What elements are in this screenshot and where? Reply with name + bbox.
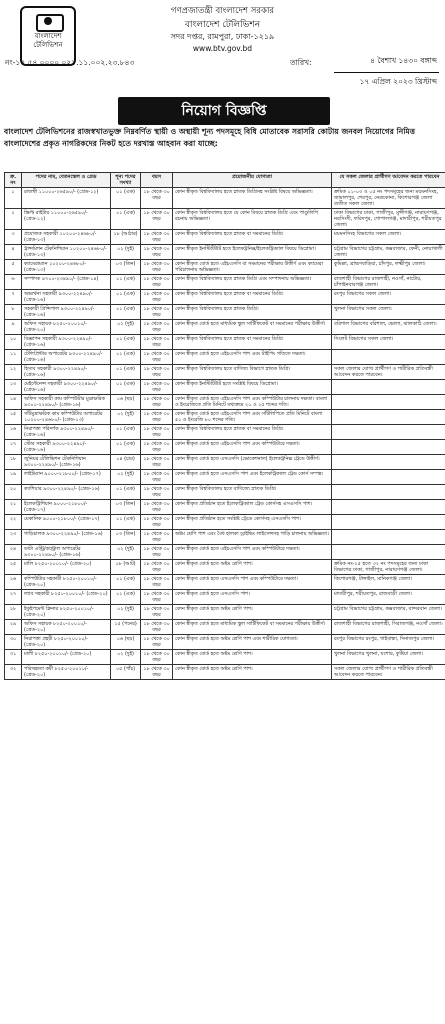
cell-serial: ১৭: [5, 440, 22, 455]
table-row: [5, 605, 445, 620]
organization-name: বাংলাদেশ টেলিভিশন: [184, 20, 261, 30]
cell-age: ১৮ থেকে ৩০ বছর: [141, 470, 173, 485]
cell-post: অফিস সহায়ক ৮২৫০-২০০১০/- (গ্রেড-২০): [22, 320, 111, 335]
cell-post: স্ক্রিপ্ট রাইটার ১১০০০-২৬৫৯০/- (গ্রেড-১২): [22, 209, 111, 230]
table-row: [5, 455, 445, 470]
col-post: পদের নাম, বেতনস্কেল ও গ্রেড: [22, 173, 111, 188]
cell-vacancy: ০৬ (ছয়): [111, 635, 141, 650]
cell-vacancy: ০৩ (তিন): [111, 500, 141, 515]
cell-post: টেলিপ্রিন্টার অপারেটর ৯৩০০-২২৪৯০/- (গ্রেড-১৬): [22, 350, 111, 365]
cell-qualification: কোন স্বীকৃত বোর্ড হতে এইচএসসি পাশ এবং কম্পিউটার চালনায় দক্ষতা। বাংলা ও ইংরেজিতে প্রতি মিনিটে যথাক্রমে ২০ ও ২৫ শব্দের গতি।: [173, 395, 332, 410]
col-age: বয়স: [141, 173, 173, 188]
cell-post: বিজ্ঞাপন সহকারী ৯৩০০-২২৪৯০/- (গ্রেড-১৬): [22, 335, 111, 350]
cell-vacancy: ০৩ (তিন): [111, 260, 141, 275]
cell-age: ১৮ থেকে ৩০ বছর: [141, 425, 173, 440]
cell-qualification: কোন স্বীকৃত বোর্ড হতে এসএসসি (ভোকেশনাল) ইলেকট্রনিক্স ট্রেডে উত্তীর্ণ।: [173, 455, 332, 470]
cell-age: ১৮ থেকে ৩০ বছর: [141, 605, 173, 620]
cell-districts: ক্রমিক ০১-০৩ ও ০৫ নং পদসমূহের জন্য ময়মনসিংহ, জামালপুর, শেরপুর, নেত্রকোনা, কিশোরগঞ্জ জেলা ব্যতীত সকল জেলা।: [332, 188, 445, 209]
cell-vacancy: ০২ (দুই): [111, 470, 141, 485]
cell-districts: খুলনা বিভাগের সকল জেলা।: [332, 305, 445, 320]
cell-post: গাড়িচালক ৯৩০০-২২৪৯০/- (গ্রেড-১৬): [22, 530, 111, 545]
cell-districts: রংপুর বিভাগের রংপুর, গাইবান্ধা, দিনাজপুর জেলা।: [332, 635, 445, 650]
cell-qualification: কোন স্বীকৃত বিশ্ববিদ্যালয় হতে স্নাতক বা সমমানের ডিগ্রি।: [173, 425, 332, 440]
cell-post: ইলেকট্রিশিয়ান ৯০০০-২১৮০০/- (গ্রেড-১৭): [22, 500, 111, 515]
table-row: [5, 230, 445, 245]
organization-address: সদর দপ্তর, রামপুরা, ঢাকা-১২১৯: [170, 32, 275, 41]
cell-vacancy: ০১ (এক): [111, 305, 141, 320]
cell-age: ১৮ থেকে ৩০ বছর: [141, 620, 173, 635]
cell-vacancy: ০৪ (চার): [111, 455, 141, 470]
table-row: [5, 515, 445, 530]
table-row: [5, 665, 445, 680]
cell-age: ১৮ থেকে ৩০ বছর: [141, 350, 173, 365]
cell-age: ১৮ থেকে ৩০ বছর: [141, 320, 173, 335]
cell-serial: ১২: [5, 365, 22, 380]
cell-post: অফিস সহকারী কাম কম্পিউটার মুদ্রাক্ষরিক ৯৩০০-২২৪৯০/- (গ্রেড-১৬): [22, 395, 111, 410]
table-row: [5, 260, 445, 275]
cell-districts: সকল জেলার যোগ্য প্রার্থীগণ ও শারীরিক প্রতিবন্ধী আবেদন করতে পারবেন।: [332, 365, 445, 380]
cell-age: ১৮ থেকে ৩০ বছর: [141, 665, 173, 680]
cell-districts: বরিশাল বিভাগের বরিশাল, ভোলা, ঝালকাঠি জেলা।: [332, 320, 445, 335]
cell-age: ১৮ থেকে ৩০ বছর: [141, 305, 173, 320]
cell-post: মেকানিক ৯০০০-২১৮০০/- (গ্রেড-১৭): [22, 515, 111, 530]
cell-qualification: কোন স্বীকৃত বোর্ড হতে অষ্টম শ্রেণি পাশ।: [173, 665, 332, 680]
cell-districts: মাদারীপুর, শরীয়তপুর, রাজবাড়ী জেলা।: [332, 590, 445, 605]
date-divider: [334, 72, 439, 73]
col-vacancy: শূন্য পদের সংখ্যা: [111, 173, 141, 188]
cell-serial: ২৪: [5, 545, 22, 560]
cell-post: মালি ৮২৫০-২০০১০/- (গ্রেড-২০): [22, 560, 111, 575]
letterhead: [0, 0, 445, 96]
cell-districts: [332, 545, 445, 560]
cell-post: কম্পিউটার সহকারী ৮২৫০-২০০১০/- (গ্রেড-২০): [22, 575, 111, 590]
cell-serial: ৯: [5, 320, 22, 335]
cell-serial: ৪: [5, 245, 22, 260]
notice-intro: বাংলাদেশ টেলিভিশনের রাজস্বখাতভুক্ত নিম্নবর্ণিত স্থায়ী ও অস্থায়ী শূন্য পদসমূহে বিধি মোতাবেক সরাসরি কোটায় জনবল নিয়োগের নিমিত্ত বাংলাদেশের প্রকৃত নাগরিকদের নিকট হতে দরখাস্ত আহবান করা যাচ্ছে:: [4, 127, 416, 148]
cell-serial: ৩০: [5, 635, 22, 650]
cell-vacancy: ০১ (এক): [111, 485, 141, 500]
cell-post: সম্পাদক ৯৭০০-২৩৪৯০/- (গ্রেড-১৪): [22, 275, 111, 290]
cell-age: ১৮ থেকে ৩০ বছর: [141, 575, 173, 590]
cell-qualification: কোন স্বীকৃত বিশ্ববিদ্যালয় হতে স্নাতক বা সমমানের ডিগ্রি।: [173, 230, 332, 245]
table-row: [5, 575, 445, 590]
cell-post: সহকারী প্রিন্সিপাল ৯৩০০-২২৪৯০/- (গ্রেড-১৬): [22, 305, 111, 320]
cell-age: ১৮ থেকে ৩০ বছর: [141, 395, 173, 410]
table-row: [5, 560, 445, 575]
cell-serial: ২৫: [5, 560, 22, 575]
cell-districts: ক্রমিক নং-২৫ হতে ৩২ নং পদসমূহের জন্য ঢাকা বিভাগের ঢাকা, গাজীপুর, নারায়ণগঞ্জ জেলা।: [332, 560, 445, 575]
cell-post: মালী ৮২৫০-২০০১০/- (গ্রেড-২০): [22, 650, 111, 665]
cell-age: ১৮ থেকে ৩০ বছর: [141, 440, 173, 455]
vacancy-table: [4, 172, 445, 680]
cell-qualification: কোন স্বীকৃত বিশ্ববিদ্যালয় হতে স্নাতক ডিগ্রি।: [173, 305, 332, 320]
cell-serial: ২৭: [5, 590, 22, 605]
cell-vacancy: ১৮ (আঠার): [111, 230, 141, 245]
cell-districts: সিলেট বিভাগের সকল জেলা।: [332, 335, 445, 350]
table-row: [5, 530, 445, 545]
date-english: ১৭ এপ্রিল ২০২৩ খ্রিস্টাব্দ: [359, 77, 437, 86]
cell-districts: [332, 485, 445, 500]
table-row: [5, 650, 445, 665]
cell-qualification: কোন স্বীকৃত বোর্ড হতে অষ্টম শ্রেণি পাশ।: [173, 560, 332, 575]
cell-serial: ৭: [5, 290, 22, 305]
cell-districts: চট্টগ্রাম বিভাগের চট্টগ্রাম, কক্সবাজার, বান্দরবান জেলা।: [332, 605, 445, 620]
website-link[interactable]: www.btv.gov.bd: [192, 44, 253, 53]
table-row: [5, 545, 445, 560]
cell-serial: ১১: [5, 350, 22, 365]
table-row: [5, 335, 445, 350]
cell-vacancy: ০৮ (আট): [111, 560, 141, 575]
cell-post: নিরাপত্তা পরিদর্শক ৯৩০০-২২৪৯০/- (গ্রেড-১৬): [22, 425, 111, 440]
cell-vacancy: ০৩ (তিন): [111, 530, 141, 545]
cell-serial: ২: [5, 209, 22, 230]
cell-qualification: কোন স্বীকৃত বোর্ড হতে মাধ্যমিক স্কুল সার্টিফিকেট বা সমমানের পরীক্ষায় উত্তীর্ণ।: [173, 320, 332, 335]
cell-vacancy: ০৫ (পাঁচ): [111, 665, 141, 680]
cell-age: ১৮ থেকে ৩০ বছর: [141, 380, 173, 395]
cell-qualification: কোন স্বীকৃত বিশ্ববিদ্যালয় হতে যে কোন বিষয়ে স্নাতক ডিগ্রি এবং পাণ্ডুলিপি রচনায় অভিজ্ঞতা।: [173, 209, 332, 230]
cell-districts: [332, 470, 445, 485]
cell-age: ১৮ থেকে ৩০ বছর: [141, 275, 173, 290]
cell-qualification: কোন স্বীকৃত বিশ্ববিদ্যালয় হতে স্নাতক বা সমমানের ডিগ্রি।: [173, 290, 332, 305]
cell-qualification: কোন স্বীকৃত বোর্ড হতে এইচএসসি পাশ এবং সাঁটলিপিতে প্রতি মিনিটে বাংলা ৫০ ও ইংরেজি ৮০ শব্দের গতি।: [173, 410, 332, 425]
cell-vacancy: ০১ (এক): [111, 275, 141, 290]
cell-age: ১৮ থেকে ৩০ বছর: [141, 650, 173, 665]
government-name: গণপ্রজাতন্ত্রী বাংলাদেশ সরকার: [170, 6, 275, 16]
table-row: [5, 275, 445, 290]
col-districts: যে সকল জেলার প্রার্থীগণ আবেদন করতে পারবেন: [332, 173, 445, 188]
cell-qualification: কোন স্বীকৃত বিশ্ববিদ্যালয় হতে স্নাতক ডিগ্রিসহ সংশ্লিষ্ট বিষয়ে অভিজ্ঞতা।: [173, 188, 332, 209]
cell-serial: ১৩: [5, 380, 22, 395]
cell-age: ১৮ থেকে ৩০ বছর: [141, 290, 173, 305]
cell-post: মেইন্টেনেন্স সহকারী ৯৩০০-২২৪৯০/- (গ্রেড-১৬): [22, 380, 111, 395]
cell-age: ১৮ থেকে ৩০ বছর: [141, 245, 173, 260]
cell-post: ডাটা এন্ট্রি/কন্ট্রোল অপারেটর ৯৩০০-২২৪৯০/- (গ্রেড-১৬): [22, 545, 111, 560]
cell-age: ১৮ থেকে ৩০ বছর: [141, 485, 173, 500]
cell-age: ১৮ থেকে ৩০ বছর: [141, 365, 173, 380]
cell-age: ১৮ থেকে ৩০ বছর: [141, 410, 173, 425]
cell-qualification: কোন স্বীকৃত বোর্ড হতে এসএসসি পাশ।: [173, 590, 332, 605]
table-row: [5, 380, 445, 395]
cell-serial: ৫: [5, 260, 22, 275]
cell-serial: ৩১: [5, 650, 22, 665]
cell-vacancy: ০১ (এক): [111, 290, 141, 305]
table-row: [5, 425, 445, 440]
cell-post: হিসাব সহকারী ৯৩০০-২২৪৯০/- (গ্রেড-১৬): [22, 365, 111, 380]
table-header-row: [5, 173, 445, 188]
cell-vacancy: ০২ (দুই): [111, 410, 141, 425]
cell-qualification: কোন স্বীকৃত বোর্ড হতে অষ্টম শ্রেণি পাশ এবং শারীরিক যোগ্যতা।: [173, 635, 332, 650]
cell-post: জুনিয়র টেলিভিশন টেকনিশিয়ান ৯৩০০-২২৪৯০/- (গ্রেড-১৬): [22, 455, 111, 470]
cell-age: ১৮ থেকে ৩০ বছর: [141, 188, 173, 209]
cell-vacancy: ১৫ (পনের): [111, 620, 141, 635]
cell-serial: ১৪: [5, 395, 22, 410]
cell-age: ১৮ থেকে ৩০ বছর: [141, 635, 173, 650]
cell-age: ১৮ থেকে ৩০ বছর: [141, 209, 173, 230]
table-row: [5, 290, 445, 305]
cell-qualification: কোন স্বীকৃত বোর্ড হতে অষ্টম শ্রেণি পাশ।: [173, 650, 332, 665]
table-row: [5, 635, 445, 650]
cell-qualification: অষ্টম শ্রেণি পাশ এবং বৈধ হালকা ড্রাইভিং লাইসেন্সসহ গাড়ি চালনায় অভিজ্ঞতা।: [173, 530, 332, 545]
col-serial: ক্র. নং: [5, 173, 22, 188]
col-qualification: প্রয়োজনীয় যোগ্যতা: [173, 173, 332, 188]
cell-vacancy: ০১ (এক): [111, 209, 141, 230]
table-row: [5, 209, 445, 230]
cell-serial: ২০: [5, 485, 22, 500]
cell-serial: ৩: [5, 230, 22, 245]
cell-qualification: কোন স্বীকৃত বোর্ড হতে এইচএসসি পাশ এবং টাইপিং গতিতে দক্ষতা।: [173, 350, 332, 365]
table-row: [5, 350, 445, 365]
cell-qualification: কোন স্বীকৃত বিশ্ববিদ্যালয় হতে বাণিজ্য বিভাগে স্নাতক ডিগ্রি।: [173, 365, 332, 380]
cell-qualification: কোন স্বীকৃত বোর্ড হতে এইচএসসি পাশ এবং কম্পিউটারে দক্ষতা।: [173, 440, 332, 455]
table-row: [5, 245, 445, 260]
cell-vacancy: ০১ (এক): [111, 188, 141, 209]
cell-qualification: কোন স্বীকৃত ইনস্টিটিউট হতে ইলেকট্রনিক্স/ইলেকট্রিক্যাল বিষয়ে ডিপ্লোমা।: [173, 245, 332, 260]
cell-districts: [332, 425, 445, 440]
cell-age: ১৮ থেকে ৩০ বছর: [141, 455, 173, 470]
cell-vacancy: ০১ (এক): [111, 425, 141, 440]
date-label: তারিখ:: [290, 58, 312, 67]
cell-serial: ২৬: [5, 575, 22, 590]
cell-qualification: কোন স্বীকৃত বিশ্ববিদ্যালয় হতে বাণিজ্যে স্নাতক ডিগ্রি।: [173, 485, 332, 500]
cell-serial: ১৫: [5, 410, 22, 425]
cell-districts: চট্টগ্রাম বিভাগের চট্টগ্রাম, কক্সবাজার, ফেনী, নোয়াখালী জেলা।: [332, 245, 445, 260]
cell-qualification: কোন স্বীকৃত বিশ্ববিদ্যালয় হতে স্নাতক ডিগ্রি এবং সম্পাদনায় অভিজ্ঞতা।: [173, 275, 332, 290]
cell-serial: ১০: [5, 335, 22, 350]
cell-post: রাজস্থী ১১০০০-২৬৫৯০/- (গ্রেড-১২): [22, 188, 111, 209]
cell-post: সাঁটমুদ্রাক্ষরিক কাম কম্পিউটার অপারেটর ১০২০০-২৪৬৮০/- (গ্রেড-১৩): [22, 410, 111, 425]
cell-age: ১৮ থেকে ৩০ বছর: [141, 530, 173, 545]
cell-post: অফিস সহায়ক ৮২৫০-২০০১০/- (গ্রেড-২০): [22, 620, 111, 635]
cell-serial: ৮: [5, 305, 22, 320]
cell-serial: ২৮: [5, 605, 22, 620]
table-row: [5, 395, 445, 410]
table-row: [5, 410, 445, 425]
cell-vacancy: ০১ (এক): [111, 365, 141, 380]
cell-vacancy: ০৬ (ছয়): [111, 395, 141, 410]
cell-serial: ৩২: [5, 665, 22, 680]
cell-post: লাইটম্যান ৯০০০-২১৮০০/- (গ্রেড-১৭): [22, 470, 111, 485]
cell-serial: ১: [5, 188, 22, 209]
cell-age: ১৮ থেকে ৩০ বছর: [141, 260, 173, 275]
cell-vacancy: ০২ (দুই): [111, 605, 141, 620]
logo-text: বাংলাদেশ টেলিভিশন: [33, 32, 63, 49]
table-row: [5, 485, 445, 500]
cell-vacancy: ০১ (এক): [111, 590, 141, 605]
cell-post: নিরাপত্তা প্রহরী ৮২৫০-২০০১০/- (গ্রেড-২০): [22, 635, 111, 650]
cell-districts: [332, 500, 445, 515]
cell-qualification: কোন স্বীকৃত বোর্ড হতে মাধ্যমিক স্কুল সার্টিফিকেট বা সমমানের পরীক্ষায় উত্তীর্ণ।: [173, 620, 332, 635]
cell-post: ক্যামেরাম্যান ১০২০০-২৪৬৮০/- (গ্রেড-১৩): [22, 260, 111, 275]
cell-serial: ২১: [5, 500, 22, 515]
cell-serial: ১৮: [5, 455, 22, 470]
cell-qualification: কোন স্বীকৃত বোর্ড হতে এইচএসসি বা সমমানের পরীক্ষায় উত্তীর্ণ এবং ক্যামেরা পরিচালনায় অভিজ্ঞতা।: [173, 260, 332, 275]
table-row: [5, 470, 445, 485]
memo-number: নং-১৫.৫৪.০০০০.০২১.১১.০০২.২৩.৮৪৩: [5, 58, 135, 67]
cell-districts: কিশোরগঞ্জ, টাঙ্গাইল, মানিকগঞ্জ জেলা।: [332, 575, 445, 590]
cell-vacancy: ০২ (দুই): [111, 545, 141, 560]
cell-post: স্টোর সহকারী ৯৩০০-২২৪৯০/- (গ্রেড-১৬): [22, 440, 111, 455]
cell-post: প্রযোজক সহকারী ১০২০০-২৪৬৮০/- (গ্রেড-১৩): [22, 230, 111, 245]
cell-qualification: কোন স্বীকৃত বোর্ড হতে এইচএসসি পাশ এবং কম্পিউটারে দক্ষতা।: [173, 545, 332, 560]
table-row: [5, 320, 445, 335]
cell-districts: [332, 530, 445, 545]
cell-age: ১৮ থেকে ৩০ বছর: [141, 515, 173, 530]
cell-districts: রাজশাহী বিভাগের রাজশাহী, সিরাজগঞ্জ, নওগাঁ জেলা।: [332, 620, 445, 635]
cell-vacancy: ০১ (এক): [111, 515, 141, 530]
cell-districts: খুলনা বিভাগের খুলনা, যশোর, কুষ্টিয়া জেলা।: [332, 650, 445, 665]
cell-districts: [332, 395, 445, 410]
cell-post: ক্যাশিয়ার ৯৩০০-২২৪৯০/- (গ্রেড-১৬): [22, 485, 111, 500]
cell-qualification: কোন স্বীকৃত প্রতিষ্ঠান হতে ইলেকট্রিক্যাল ট্রেড কোর্সসহ এসএসসি পাশ।: [173, 500, 332, 515]
table-row: [5, 590, 445, 605]
cell-districts: [332, 440, 445, 455]
table-row: [5, 365, 445, 380]
cell-post: অভ্যর্থনা সহকারী ৯৩০০-২২৪৯০/- (গ্রেড-১৬): [22, 290, 111, 305]
cell-serial: ১৯: [5, 470, 22, 485]
cell-age: ১৮ থেকে ৩০ বছর: [141, 545, 173, 560]
cell-serial: ১৬: [5, 425, 22, 440]
cell-age: ১৮ থেকে ৩০ বছর: [141, 500, 173, 515]
table-row: [5, 500, 445, 515]
cell-serial: ২৯: [5, 620, 22, 635]
cell-qualification: কোন স্বীকৃত বোর্ড হতে অষ্টম শ্রেণি পাশ।: [173, 605, 332, 620]
cell-districts: ময়মনসিংহ বিভাগের সকল জেলা।: [332, 230, 445, 245]
table-row: [5, 305, 445, 320]
cell-districts: [332, 350, 445, 365]
cell-qualification: কোন স্বীকৃত বিশ্ববিদ্যালয় হতে স্নাতক বা সমমানের ডিগ্রি।: [173, 335, 332, 350]
cell-age: ১৮ থেকে ৩০ বছর: [141, 590, 173, 605]
cell-age: ১৮ থেকে ৩০ বছর: [141, 335, 173, 350]
cell-qualification: কোন স্বীকৃত বোর্ড হতে এসএসসি পাশ এবং ইলেকট্রিক্যাল ট্রেড কোর্স সম্পন্ন।: [173, 470, 332, 485]
notice-title: নিয়োগ বিজ্ঞপ্তি: [118, 97, 330, 125]
cell-vacancy: ০২ (দুই): [111, 320, 141, 335]
cell-serial: ৬: [5, 275, 22, 290]
date-bangla: ৪ বৈশাখ ১৪৩০ বঙ্গাব্দ: [370, 56, 437, 65]
table-row: [5, 188, 445, 209]
cell-districts: [332, 410, 445, 425]
cell-districts: [332, 515, 445, 530]
cell-age: ১৮ থেকে ৩০ বছর: [141, 230, 173, 245]
cell-age: ১৮ থেকে ৩০ বছর: [141, 560, 173, 575]
cell-districts: রংপুর বিভাগের সকল জেলা।: [332, 290, 445, 305]
cell-vacancy: ০১ (এক): [111, 335, 141, 350]
cell-vacancy: ০২ (দুই): [111, 650, 141, 665]
cell-districts: [332, 380, 445, 395]
cell-districts: কুমিল্লা, ব্রাহ্মণবাড়িয়া, চাঁদপুর, লক্ষ্মীপুর জেলা।: [332, 260, 445, 275]
cell-vacancy: ০২ (দুই): [111, 245, 141, 260]
cell-post: ইকুইপমেন্ট ক্লিনার ৮২৫০-২০০১০/- (গ্রেড-২০): [22, 605, 111, 620]
cell-post: ট্রান্সমিশন টেকনিশিয়ান ১০২০০-২৪৬৮০/- (গ্রেড-১৩): [22, 245, 111, 260]
cell-districts: ঢাকা বিভাগের ঢাকা, গাজীপুর, মুন্সীগঞ্জ, নারায়ণগঞ্জ, নরসিংদী, ফরিদপুর, গোপালগঞ্জ, মাদারীপুর, শরীয়তপুর জেলা।: [332, 209, 445, 230]
cell-qualification: কোন স্বীকৃত বোর্ড হতে এসএসসি পাশ এবং কম্পিউটারে দক্ষতা।: [173, 575, 332, 590]
cell-districts: সকল জেলার যোগ্য প্রার্থীগণ ও শারীরিক প্রতিবন্ধী আবেদন করতে পারবেন।: [332, 665, 445, 680]
cell-districts: রাজশাহী বিভাগের রাজশাহী, নওগাঁ, নাটোর, চাঁপাইনবাবগঞ্জ জেলা।: [332, 275, 445, 290]
cell-vacancy: ০১ (এক): [111, 350, 141, 365]
cell-post: ল্যাব সহকারী ৮২৫০-২০০১০/- (গ্রেড-২০): [22, 590, 111, 605]
cell-vacancy: ০১ (এক): [111, 380, 141, 395]
table-row: [5, 440, 445, 455]
cell-vacancy: ০১ (এক): [111, 575, 141, 590]
cell-districts: [332, 455, 445, 470]
cell-vacancy: ০১ (এক): [111, 440, 141, 455]
cell-post: পরিচ্ছন্নতা কর্মী ৮২৫০-২০০১০/- (গ্রেড-২০): [22, 665, 111, 680]
cell-qualification: কোন স্বীকৃত প্রতিষ্ঠান হতে সংশ্লিষ্ট ট্রেডে কোর্সসহ এসএসসি পাশ।: [173, 515, 332, 530]
cell-qualification: কোন স্বীকৃত ইনস্টিটিউট হতে সংশ্লিষ্ট বিষয়ে ডিপ্লোমা।: [173, 380, 332, 395]
cell-serial: ২৩: [5, 530, 22, 545]
table-row: [5, 620, 445, 635]
cell-serial: ২২: [5, 515, 22, 530]
